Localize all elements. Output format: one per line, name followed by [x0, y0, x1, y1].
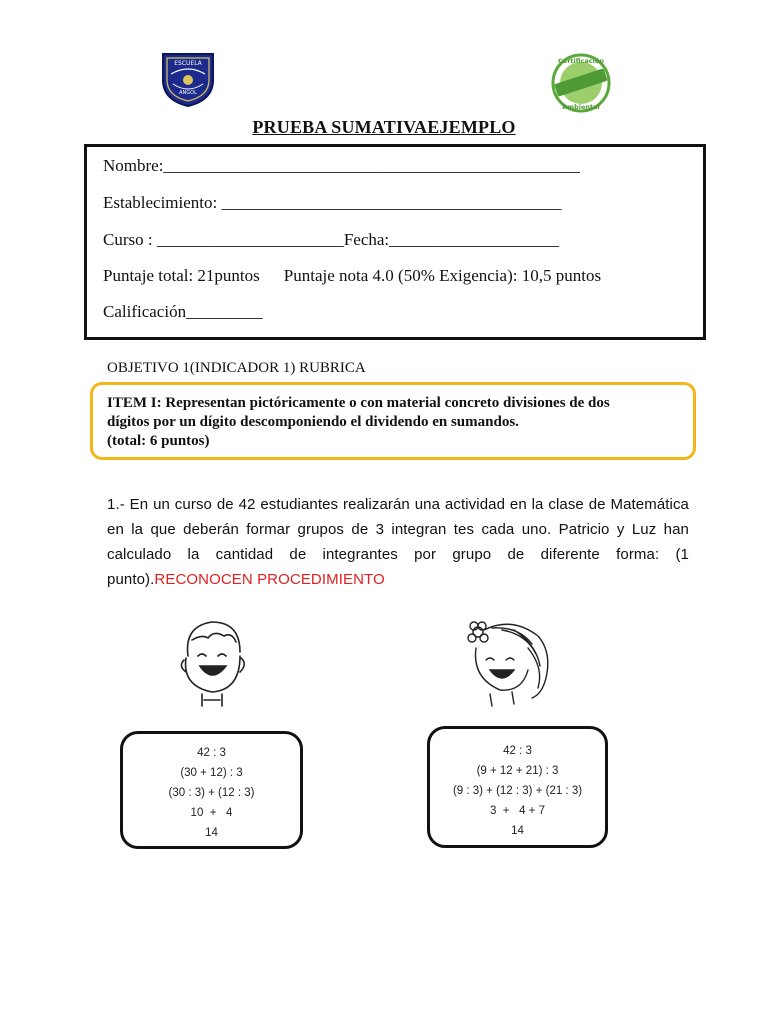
procedure-line: 3 + 4 + 7 [490, 805, 545, 817]
school-logo-bottom-text: ANGOL [179, 90, 197, 96]
question-text: 1.- En un curso de 42 estudiantes realizarán una actividad en la clase de Matemática en la que deberán formar grupos de 3 integran tes cada uno. Patricio y Luz han calculado la cantidad de integrantes por grupo de diferente forma: (1 punto). [107, 496, 689, 588]
procedure-line: (9 + 12 + 21) : 3 [476, 765, 559, 777]
question-highlight: RECONOCEN PROCEDIMIENTO [154, 571, 385, 588]
procedure-box-luz [427, 726, 608, 848]
procedure-line: 42 : 3 [197, 747, 226, 759]
item-line-3: (total: 6 puntos) [107, 433, 210, 449]
course-field[interactable]: Curso : ______________________ [103, 230, 344, 249]
school-crest-icon [157, 50, 219, 108]
page-title: PRUEBA SUMATIVAEJEMPLO [252, 117, 516, 137]
environmental-certification-seal-icon [545, 52, 617, 114]
school-logo-top-text: ESCUELA [174, 60, 202, 67]
cert-logo-top-text: Certificación [558, 57, 604, 65]
smiling-boy-icon [178, 616, 248, 708]
item-line-2: dígitos por un dígito descomponiendo el dividendo en sumandos. [107, 414, 519, 430]
procedure-line: (30 : 3) + (12 : 3) [168, 787, 255, 799]
smiling-girl-with-flower-icon [462, 618, 552, 710]
objective-heading: OBJETIVO 1(INDICADOR 1) RUBRICA [107, 360, 366, 376]
passing-score: Puntaje nota 4.0 (50% Exigencia): 10,5 puntos [283, 266, 602, 285]
procedure-line: 10 + 4 [190, 807, 233, 819]
procedure-box-patricio [120, 731, 303, 849]
course-date-row [103, 230, 559, 250]
procedure-line: (30 + 12) : 3 [180, 767, 243, 779]
name-field[interactable]: Nombre:_________________________________________________ [103, 156, 580, 175]
score-row [103, 266, 601, 286]
cert-logo-bottom-text: Ambiental [562, 103, 600, 111]
student-info-box [84, 144, 706, 340]
procedure-line: 42 : 3 [503, 745, 532, 757]
date-field[interactable]: Fecha:____________________ [343, 230, 560, 249]
school-field[interactable]: Establecimiento: ________________________________________ [103, 193, 562, 212]
procedure-line: 14 [205, 827, 218, 839]
procedure-line: 14 [511, 825, 524, 837]
item-instructions-box [90, 382, 696, 460]
question-1 [107, 492, 689, 592]
total-score: Puntaje total: 21puntos [103, 266, 260, 285]
procedure-line: (9 : 3) + (12 : 3) + (21 : 3) [452, 785, 583, 797]
grade-field[interactable]: Calificación_________ [103, 302, 263, 321]
item-line-1: ITEM I: Representan pictóricamente o con material concreto divisiones de dos [107, 395, 610, 411]
